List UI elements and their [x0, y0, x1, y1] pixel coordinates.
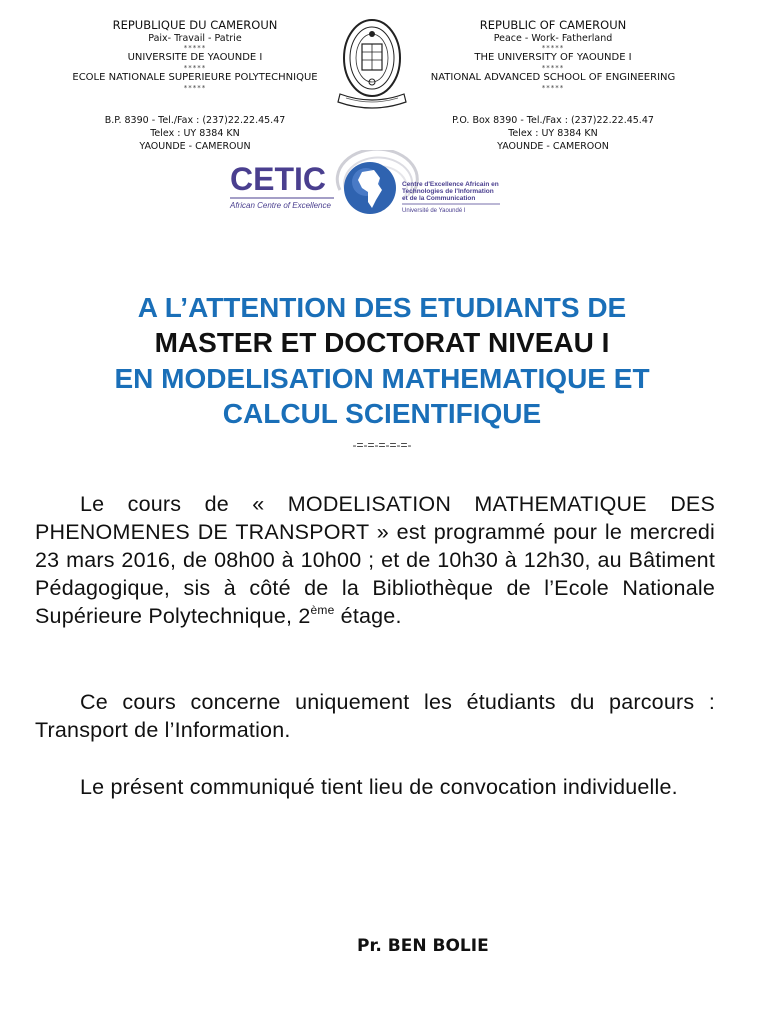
- logo-desc-1: Centre d'Excellence Africain en: [402, 181, 499, 188]
- paragraph-audience: Ce cours concerne uniquement les étudiants du parcours : Transport de l’Information.: [35, 690, 715, 742]
- school-en: NATIONAL ADVANCED SCHOOL OF ENGINEERING: [430, 72, 676, 83]
- address-fr: B.P. 8390 - Tel./Fax : (237)22.22.45.47: [104, 115, 286, 126]
- paragraph-course-text: Le cours de « MODELISATION MATHEMATIQUE DES PHENOMENES DE TRANSPORT » est programmé pour le mercredi 23 mars 2016, de 08h00 à 10h00 ; et de 10h30 à 12h30, au Bâtiment Pédagogique, sis à côté de la Bibliothèque de l’Ecole Nationale Supérieure Polytechnique, 2: [35, 492, 715, 628]
- title-line-1: A L’ATTENTION DES ETUDIANTS DE: [137, 292, 627, 323]
- university-seal-icon: [334, 14, 410, 112]
- logo-desc-2: Technologies de l'Information: [402, 188, 494, 195]
- stars-separator: *****: [541, 84, 565, 92]
- city-en: YAOUNDE - CAMEROON: [497, 141, 609, 152]
- stars-separator: *****: [541, 64, 565, 72]
- stars-separator: *****: [183, 64, 207, 72]
- university-fr: UNIVERSITE DE YAOUNDE I: [127, 52, 263, 63]
- paragraph-course-end: étage.: [334, 604, 402, 628]
- header-right: [403, 18, 703, 153]
- logo-desc-3: et de la Communication: [402, 195, 476, 202]
- logo-subtitle: African Centre of Excellence: [230, 201, 331, 210]
- motto-fr: Paix- Travail - Patrie: [148, 33, 242, 44]
- title-line-2: MASTER ET DOCTORAT NIVEAU I: [154, 327, 610, 358]
- header-left: [45, 18, 345, 153]
- stars-separator: *****: [183, 44, 207, 52]
- logo-name: CETIC: [230, 161, 326, 197]
- cetic-logo: [222, 150, 522, 230]
- country-en: REPUBLIC OF CAMEROUN: [479, 18, 627, 32]
- motto-en: Peace - Work- Fatherland: [493, 33, 613, 44]
- title-line-4: CALCUL SCIENTIFIQUE: [222, 398, 542, 429]
- logo-university: Université de Yaoundé I: [402, 208, 466, 214]
- telex-fr: Telex : UY 8384 KN: [150, 128, 240, 139]
- paragraph-convocation: Le présent communiqué tient lieu de convocation individuelle.: [80, 775, 678, 799]
- floor-superscript: ème: [310, 603, 335, 617]
- signature: Pr. BEN BOLIE: [357, 936, 489, 956]
- city-fr: YAOUNDE - CAMEROUN: [139, 141, 251, 152]
- telex-en: Telex : UY 8384 KN: [508, 128, 598, 139]
- stars-separator: *****: [183, 84, 207, 92]
- university-en: THE UNIVERSITY OF YAOUNDE I: [474, 52, 632, 63]
- title-line-3: EN MODELISATION MATHEMATIQUE ET: [114, 363, 650, 394]
- divider: -=-=-=-=-=-: [352, 438, 412, 452]
- paragraph-course: [35, 490, 715, 630]
- address-en: P.O. Box 8390 - Tel./Fax : (237)22.22.45.47: [452, 115, 654, 126]
- country-fr: REPUBLIQUE DU CAMEROUN: [112, 18, 278, 32]
- stars-separator: *****: [541, 44, 565, 52]
- school-fr: ECOLE NATIONALE SUPERIEURE POLYTECHNIQUE: [72, 72, 318, 83]
